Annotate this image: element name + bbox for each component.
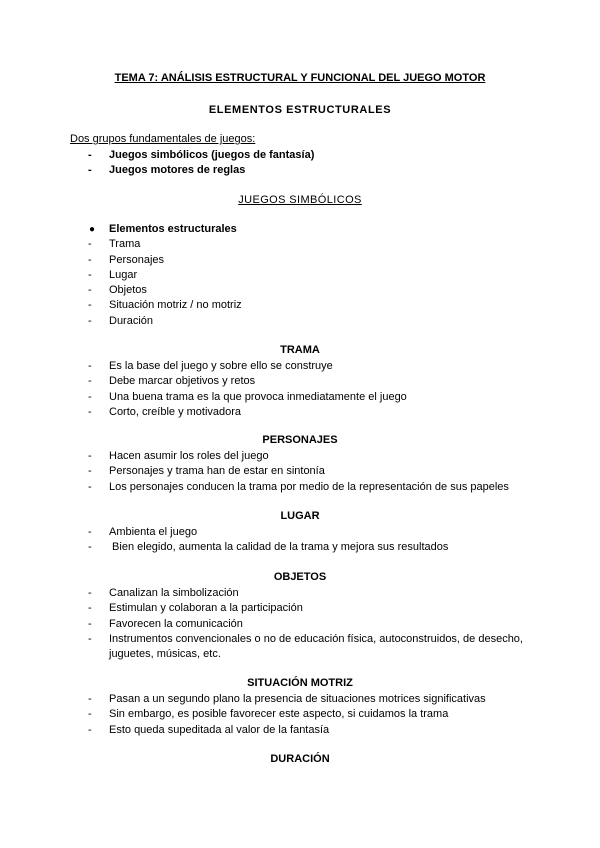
list-item: - Ambienta el juego [88,526,198,538]
list-item: - Corto, creíble y motivadora [88,405,242,418]
list-item: - Juegos simbólicos (juegos de fantasía) [88,149,315,161]
list-item: - Instrumentos convencionales o no de educación física, autoconstruidos, de desecho, juguetes, músicas, etc. [88,632,523,661]
list-item: - Pasan a un segundo plano la presencia de situaciones motrices significativas [88,693,486,705]
list-item: - Bien elegido, aumenta la calidad de la trama y mejora sus resultados [88,541,449,554]
list-item: - Sin embargo, es posible favorecer este aspecto, si cuidamos la trama [88,708,449,721]
section-heading-lugar: LUGAR [280,510,320,522]
trama-list [0,359,600,420]
list-item: - Es la base del juego y sobre ello se construye [88,360,333,372]
list-item: - Objetos [88,284,147,297]
list-item: - Juegos motores de reglas [88,164,246,177]
objetos-list [0,586,600,662]
list-item: - Duración [88,314,154,327]
list-item: - Una buena trama es la que provoca inmediatamente el juego [88,390,407,403]
list-item: - Lugar [88,268,138,281]
lugar-list [0,525,600,556]
list-item: - Favorecen la comunicación [88,617,243,630]
list-item: ● Elementos estructurales [89,223,237,235]
section-heading-situacion-motriz: SITUACIÓN MOTRIZ [247,677,353,689]
intro-text: Dos grupos fundamentales de juegos: [70,133,256,145]
personajes-list [0,449,600,495]
section-heading-juegos-simbolicos: JUEGOS SIMBÓLICOS [238,194,362,206]
list-item: - Hacen asumir los roles del juego [88,450,269,462]
situacion-motriz-list [0,692,600,738]
list-item: - Trama [88,238,141,251]
section-heading-trama: TRAMA [280,344,320,356]
section-heading-duracion: DURACIÓN [270,753,330,765]
elements-list [0,222,600,329]
document-title: TEMA 7: ANÁLISIS ESTRUCTURAL Y FUNCIONAL DEL JUEGO MOTOR [114,72,486,84]
list-item: - Estimulan y colaboran a la participación [88,602,303,615]
list-item: - Canalizan la simbolización [88,587,239,599]
list-item: - Situación motriz / no motriz [88,299,242,312]
groups-list [0,148,600,179]
section-heading-objetos: OBJETOS [273,571,327,583]
document-subtitle: ELEMENTOS ESTRUCTURALES [208,104,392,116]
list-item: - Esto queda supeditada al valor de la fantasía [88,723,330,736]
section-heading-personajes: PERSONAJES [262,434,338,446]
list-item: - Los personajes conducen la trama por medio de la representación de sus papeles [88,480,509,493]
list-item: - Personajes [88,253,165,266]
list-item: - Personajes y trama han de estar en sintonía [88,465,325,478]
list-item: - Debe marcar objetivos y retos [88,375,256,388]
